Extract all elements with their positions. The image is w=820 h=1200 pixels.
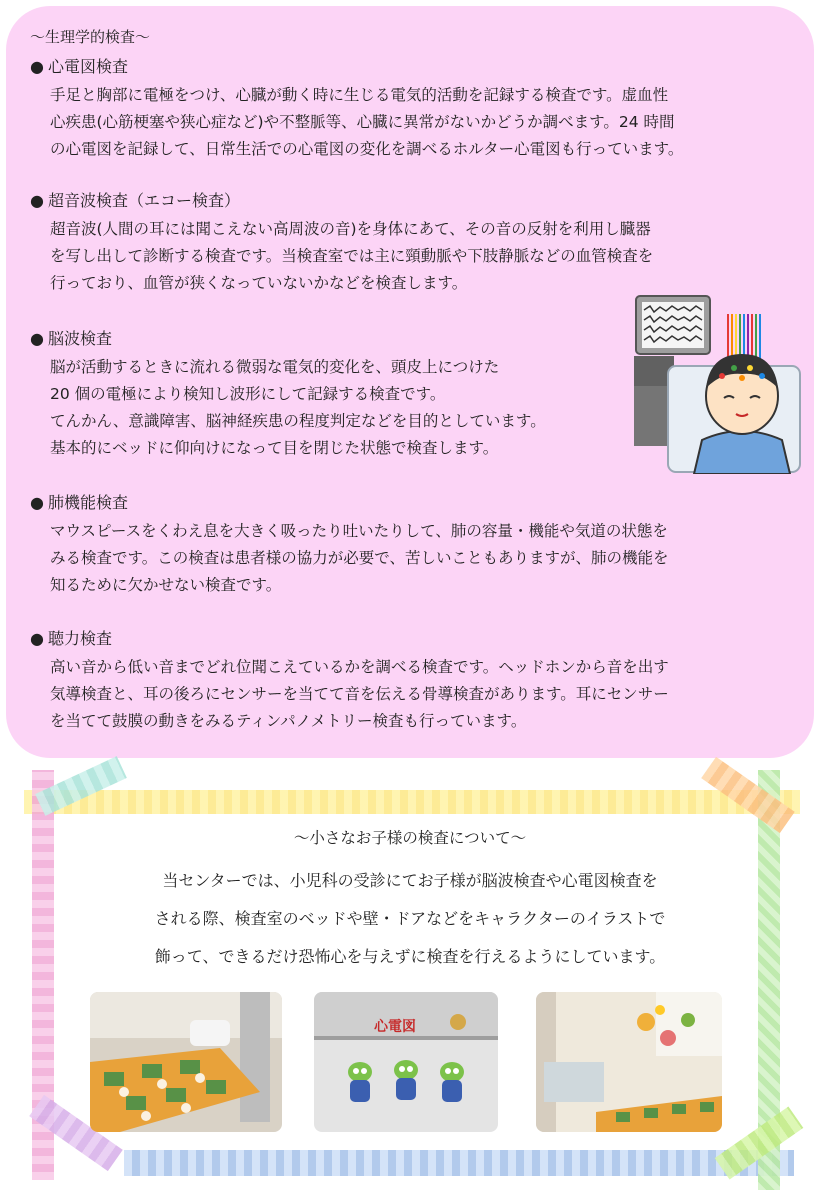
text-line: 超音波(人間の耳には聞こえない高周波の音)を身体にあて、その音の反射を利用し臓器 [50, 220, 651, 238]
text-line: の心電図を記録して、日常生活での心電図の変化を調べるホルター心電図も行っています。 [50, 140, 684, 158]
exam-heading [30, 56, 683, 78]
text-line: を当てて鼓膜の動きをみるティンパノメトリー検査も行っています。 [50, 712, 527, 730]
exam-pulmonary [30, 492, 668, 599]
text-line: マウスピースをくわえ息を大きく吸ったり吐いたりして、肺の容量・機能や気道の状態を [50, 522, 668, 540]
photo-ecg-room-door [314, 992, 498, 1132]
exam-description [50, 82, 683, 163]
exam-title: 肺機能検査 [48, 493, 129, 512]
exam-heading [30, 492, 668, 514]
text-line: 知るために欠かせない検査です。 [50, 576, 282, 594]
exam-description [50, 654, 669, 735]
photo-character-bed [90, 992, 282, 1132]
exam-ecg [30, 56, 683, 163]
text-line: 脳が活動するときに流れる微弱な電気的変化を、頭皮上につけた [50, 358, 500, 376]
text-line: 気導検査と、耳の後ろにセンサーを当てて音を伝える骨導検査があります。耳にセンサー [50, 685, 669, 703]
masking-tape-top [24, 790, 800, 814]
bullet-icon: ● [30, 191, 44, 210]
alien-character-icon [348, 1062, 372, 1102]
exam-hearing [30, 628, 669, 735]
photo-decorated-exam-room [536, 992, 722, 1132]
text-line: 20 個の電極により検知し波形にして記録する検査です。 [50, 385, 446, 403]
exam-heading [30, 328, 546, 350]
exam-ultrasound [30, 190, 653, 297]
bullet-icon: ● [30, 57, 44, 76]
children-section-body [0, 862, 820, 976]
exam-description [50, 216, 653, 297]
bullet-icon: ● [30, 629, 44, 648]
text-line: 高い音から低い音までどれ位聞こえているかを調べる検査です。ヘッドホンから音を出す [50, 658, 669, 676]
bullet-icon: ● [30, 493, 44, 512]
exam-title: 脳波検査 [48, 329, 113, 348]
exam-description [50, 518, 668, 599]
exam-title: 心電図検査 [48, 57, 129, 76]
text-line: てんかん、意識障害、脳神経疾患の程度判定などを目的としています。 [50, 412, 546, 430]
text-line: される際、検査室のベッドや壁・ドアなどをキャラクターのイラストで [154, 909, 666, 928]
bullet-icon: ● [30, 329, 44, 348]
exam-heading [30, 628, 669, 650]
exam-description [50, 354, 546, 462]
children-section-title: 〜小さなお子様の検査について〜 [293, 829, 527, 847]
text-line: を写し出して診断する検査です。当検査室では主に頸動脈や下肢静脈などの血管検査を [50, 247, 654, 265]
text-line: 当センターでは、小児科の受診にてお子様が脳波検査や心電図検査を [162, 871, 658, 890]
exam-heading [30, 190, 653, 212]
text-line: 行っており、血管が狭くなっていないかなどを検査します。 [50, 274, 468, 292]
door-sign-label: 心電図 [374, 1019, 416, 1035]
text-line: みる検査です。この検査は患者様の協力が必要で、苦しいこともありますが、肺の機能を [50, 549, 669, 567]
text-line: 心疾患(心筋梗塞や狭心症など)や不整脈等、心臓に異常がないかどうか調べます。24 時間 [50, 113, 675, 131]
masking-tape-bottom [124, 1150, 794, 1176]
text-line: 飾って、できるだけ恐怖心を与えずに検査を行えるようにしています。 [154, 947, 666, 966]
text-line: 手足と胸部に電極をつけ、心臓が動く時に生じる電気的活動を記録する検査です。虚血性 [50, 86, 669, 104]
eeg-patient-illustration [632, 292, 802, 474]
exam-title: 聴力検査 [48, 629, 113, 648]
section-title: 〜生理学的検査〜 [30, 28, 151, 46]
text-line: 基本的にベッドに仰向けになって目を閉じた状態で検査します。 [50, 439, 499, 457]
exam-eeg [30, 328, 546, 462]
exam-title: 超音波検査（エコー検査） [48, 191, 241, 210]
